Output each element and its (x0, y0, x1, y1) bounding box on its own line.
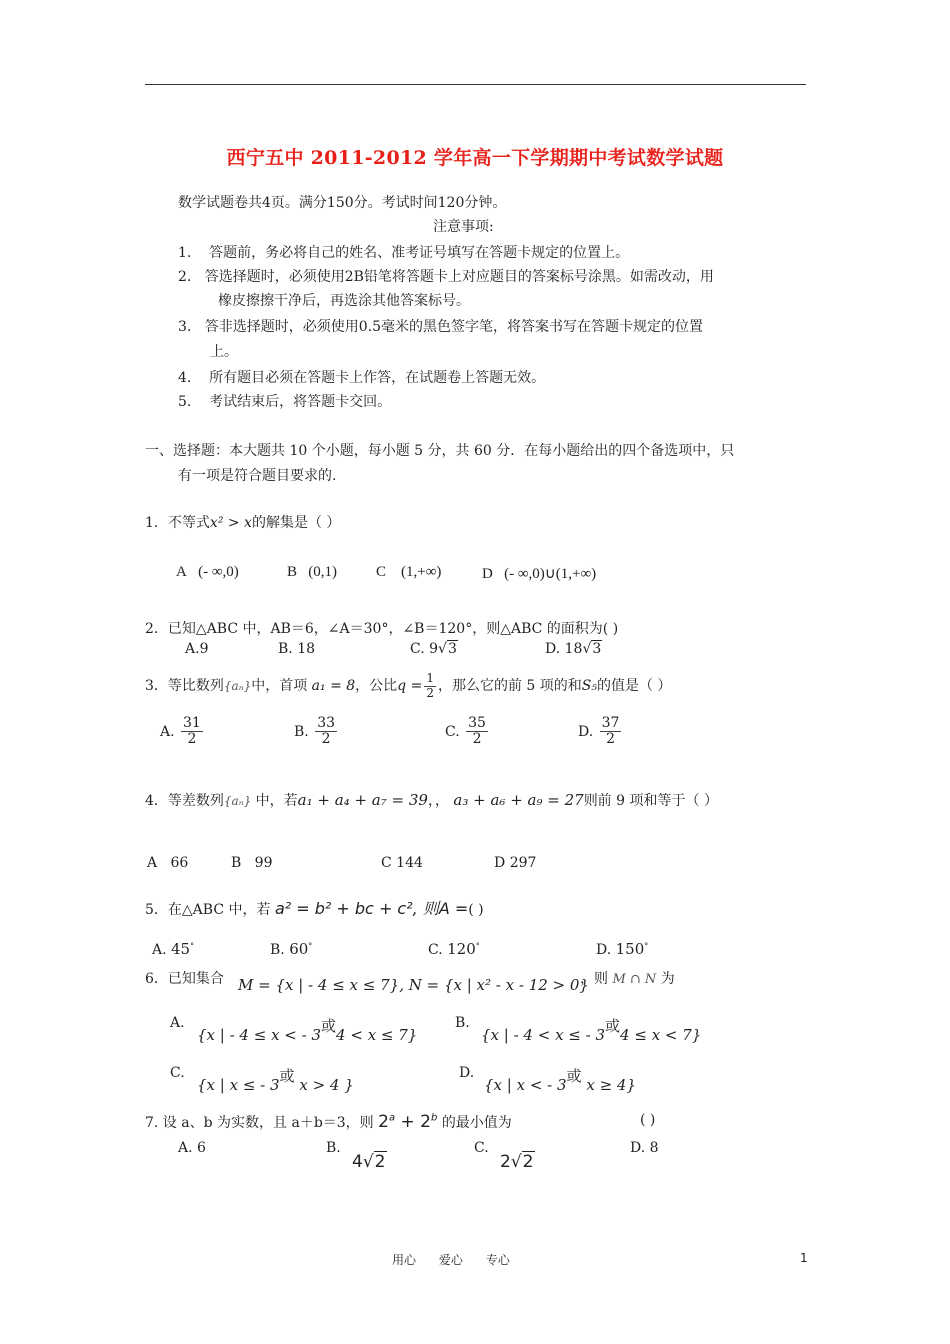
ratio-fraction (424, 672, 436, 699)
note-number: 3. (178, 319, 192, 335)
answer-paren: ( ) (640, 1112, 656, 1128)
option-value: 60 (289, 940, 309, 958)
q6-option-d (484, 1067, 636, 1095)
option-label: A. (160, 723, 175, 740)
option-part: {x | - 4 ≤ x < - 3 (197, 1026, 322, 1044)
option-fraction (181, 716, 203, 748)
numerator: 35 (468, 715, 486, 731)
option-label: D. (596, 942, 612, 958)
option-label: C. (428, 942, 443, 958)
option-label: B. (278, 641, 293, 657)
sum-symbol: S₅ (581, 678, 597, 694)
option-value: 99 (254, 855, 273, 871)
q1-option-a (176, 564, 239, 581)
note-1 (178, 242, 629, 262)
ratio-label: q = (397, 678, 423, 694)
option-label: D. (630, 1140, 646, 1156)
note-text: 考试结束后，将答题卡交回。 (209, 394, 392, 410)
q4-option-b (231, 855, 272, 871)
radicand: 2 (374, 1152, 386, 1172)
option-label: C. (445, 723, 460, 740)
header-rule (145, 84, 806, 85)
option-label: A (176, 564, 187, 580)
question-3 (145, 672, 671, 700)
option-label: D (494, 855, 506, 871)
option-value: 9 (429, 641, 439, 657)
notes-title: 注意事项: (433, 219, 494, 235)
question-stem-end: 则前 9 项和等于（ ） (583, 793, 718, 809)
sqrt-symbol: √2 (510, 1152, 534, 1172)
option-value: 120 (447, 940, 476, 958)
option-value: (0,1) (308, 564, 338, 580)
q6-option-c-label: C. (170, 1065, 185, 1081)
base: 2 (420, 1112, 431, 1132)
sequence: {aₙ} (223, 679, 252, 693)
or-word: 或 (279, 1067, 295, 1085)
sqrt-symbol: √3 (582, 641, 602, 657)
option-value: 2 (500, 1152, 511, 1172)
radicand: 2 (522, 1152, 534, 1172)
question-stem: 4．等差数列 (145, 793, 224, 809)
option-value: 144 (396, 855, 423, 871)
option-label: B. (270, 942, 285, 958)
option-value: 8 (649, 1140, 659, 1156)
first-term: a₁ = 8 (311, 678, 356, 694)
option-label: A. (178, 1140, 193, 1156)
q6-option-a (197, 1017, 418, 1045)
question-stem: 中，若 (255, 793, 298, 809)
q5-option-a (152, 940, 194, 958)
question-1 (145, 512, 340, 532)
note-text: 答选择题时，必须使用2B铅笔将答题卡上对应题目的答案标号涂黑。如需改动，用 (204, 269, 714, 285)
option-label: C (381, 855, 392, 871)
question-5 (145, 896, 484, 919)
q2-option-b (278, 641, 315, 657)
section-heading-cont: 有一项是符合题目要求的. (178, 468, 337, 484)
intersection: M ∩ N (612, 972, 657, 987)
q7-option-a (178, 1140, 206, 1156)
option-part: 4 < x ≤ 7} (336, 1026, 418, 1044)
note-number: 1. (178, 245, 192, 261)
or-word: 或 (605, 1017, 621, 1035)
denominator: 2 (472, 731, 482, 748)
degree-mark: ° (644, 941, 649, 951)
option-label: B. (294, 723, 309, 740)
option-part: {x | x ≤ - 3 (197, 1076, 280, 1094)
radicand: 3 (447, 641, 457, 657)
q2-option-d (545, 641, 602, 657)
condition-1: a₁ + a₄ + a₇ = 39 (297, 791, 428, 809)
option-value: (- ∞,0)∪(1,+∞) (504, 566, 597, 582)
option-value: 9 (199, 641, 209, 657)
q3-option-d (578, 716, 623, 748)
option-value: 45 (171, 940, 191, 958)
q6-option-b (481, 1017, 702, 1045)
q7-option-b-label: B. (326, 1140, 341, 1156)
question-6-tail (580, 968, 675, 988)
numerator: 31 (183, 715, 201, 731)
degree-mark: ° (308, 941, 313, 951)
q6-option-d-label: D. (459, 1065, 475, 1081)
option-part: x > 4 } (299, 1076, 354, 1094)
denominator: 2 (187, 731, 197, 748)
q5-option-b (270, 940, 312, 958)
footer-motto (392, 1251, 510, 1268)
question-6: 6．已知集合 (145, 971, 224, 987)
numerator: 33 (317, 715, 336, 731)
option-part: {x | - 4 < x ≤ - 3 (481, 1026, 606, 1044)
option-part: 4 ≤ x < 7} (620, 1026, 702, 1044)
option-label: A. (185, 641, 200, 657)
note-3-cont: 上。 (210, 344, 238, 360)
q3-option-c (445, 716, 490, 748)
question-stem-end: 为 (660, 971, 675, 987)
q2-option-a (185, 641, 208, 657)
question-stem-end: ( ) (468, 902, 484, 918)
motto-word: 用心 (392, 1253, 417, 1267)
option-part: x ≥ 4} (586, 1076, 636, 1094)
option-value: (1,+∞) (401, 564, 442, 580)
motto-word: 专心 (485, 1253, 510, 1267)
note-number: 5. (178, 394, 192, 410)
q1-option-b (287, 564, 337, 581)
question-stem: 1．不等式 (145, 515, 210, 531)
denominator: 2 (606, 731, 616, 748)
option-label: D. (578, 723, 594, 740)
sequence: {aₙ} (223, 794, 252, 808)
or-word: 或 (566, 1067, 582, 1085)
q5-option-c (428, 940, 480, 958)
note-number: 2. (178, 269, 192, 285)
question-stem: ，则 (580, 971, 608, 987)
option-label: A. (152, 942, 167, 958)
option-value: 18 (564, 641, 583, 657)
option-value: 18 (297, 641, 316, 657)
question-stem: 中，首项 (251, 678, 308, 694)
radicand: 3 (592, 641, 602, 657)
note-3 (178, 316, 703, 336)
q3-option-a (160, 716, 205, 748)
option-label: A (147, 855, 158, 871)
question-4 (145, 790, 718, 810)
q5-option-d (596, 940, 648, 958)
question-stem-end: 的解集是（ ） (251, 515, 341, 531)
option-label: B (231, 855, 242, 871)
option-value: 66 (170, 855, 189, 871)
denominator: 2 (426, 685, 434, 700)
exponent: a (388, 1112, 396, 1124)
q7-option-c (500, 1152, 535, 1172)
equation: a² = b² + bc + c², 则A = (274, 899, 469, 918)
q1-option-c (376, 564, 441, 581)
question-stem: ，公比 (355, 678, 398, 694)
question-stem-end: 的值是（ ） (596, 678, 672, 694)
base: 2 (378, 1112, 389, 1132)
option-value: 297 (509, 855, 537, 871)
option-value: (- ∞,0) (198, 564, 239, 580)
note-5 (178, 391, 391, 411)
question-stem: 5．在△ABC 中，若 (145, 902, 271, 918)
question-stem: 的最小值为 (441, 1115, 512, 1131)
motto-word: 爱心 (438, 1253, 463, 1267)
numerator: 1 (426, 671, 434, 686)
q6-option-a-label: A. (170, 1015, 185, 1031)
option-label: C (376, 564, 387, 580)
option-fraction (315, 716, 337, 748)
option-label: B (287, 564, 298, 580)
option-value: 4 (352, 1152, 363, 1172)
question-stem: 7. 设 a、b 为实数，且 a＋b＝3，则 (145, 1115, 374, 1131)
exponent: b (431, 1112, 438, 1124)
section-heading: 一、选择题：本大题共 10 个小题，每小题 5 分，共 60 分．在每小题给出的四个备选项中，只 (145, 443, 735, 459)
q1-option-d (482, 564, 596, 583)
degree-mark: ° (475, 941, 480, 951)
option-value: 6 (197, 1140, 206, 1156)
page-title: 西宁五中 2011-2012 学年高一下学期期中考试数学试题 (226, 147, 724, 169)
set-definitions: M = {x | - 4 ≤ x ≤ 7}, N = {x | x² - x - 12 > 0} (238, 976, 589, 994)
note-text: 所有题目必须在答题卡上作答，在试题卷上答题无效。 (209, 370, 546, 386)
option-fraction (600, 716, 622, 748)
option-label: D (482, 566, 493, 582)
option-value: 150 (615, 940, 645, 958)
note-text: 答题前，务必将自己的姓名、准考证号填写在答题卡规定的位置上。 (209, 245, 630, 261)
page-number: 1 (800, 1251, 808, 1265)
denominator: 2 (321, 731, 331, 748)
q6-option-b-label: B. (455, 1015, 470, 1031)
question-stem: 3．等比数列 (145, 678, 224, 694)
degree-mark: ° (190, 941, 195, 951)
q2-option-c (410, 641, 458, 657)
question-stem: ，那么它的前 5 项的和 (437, 678, 582, 694)
numerator: 37 (601, 715, 620, 731)
inequality: x² > x (209, 515, 252, 531)
option-label: C. (410, 641, 425, 657)
option-label: D. (545, 641, 561, 657)
q6-option-c (197, 1067, 354, 1095)
sqrt-symbol: √2 (362, 1152, 386, 1172)
q4-option-c (381, 855, 423, 871)
q7-option-b (352, 1152, 387, 1172)
q4-option-d (494, 855, 536, 871)
q3-option-b (294, 716, 339, 748)
q7-option-c-label: C. (474, 1140, 489, 1156)
question-2: 2．已知△ABC 中，AB＝6，∠A＝30°，∠B＝120°，则△ABC 的面积为( ) (145, 621, 619, 637)
note-2-cont: 橡皮擦擦干净后，再选涂其他答案标号。 (218, 293, 470, 309)
q4-option-a (147, 855, 188, 871)
q7-option-d (630, 1140, 659, 1156)
note-text: 答非选择题时，必须使用0.5毫米的黑色签字笔，将答案书写在答题卡规定的位置 (204, 319, 703, 335)
condition-2: a₃ + a₆ + a₉ = 27 (453, 791, 584, 809)
or-word: 或 (321, 1017, 337, 1035)
note-number: 4. (178, 370, 192, 386)
sqrt-symbol: √3 (438, 641, 457, 657)
separator: ，， (427, 793, 449, 809)
option-part: {x | x < - 3 (484, 1076, 567, 1094)
operator: + (395, 1112, 421, 1132)
note-2 (178, 266, 714, 286)
expression (378, 1112, 437, 1132)
question-7 (145, 1112, 512, 1132)
option-fraction (466, 716, 488, 748)
note-4 (178, 367, 545, 387)
intro-line: 数学试题卷共4页。满分150分。考试时间120分钟。 (178, 195, 507, 211)
